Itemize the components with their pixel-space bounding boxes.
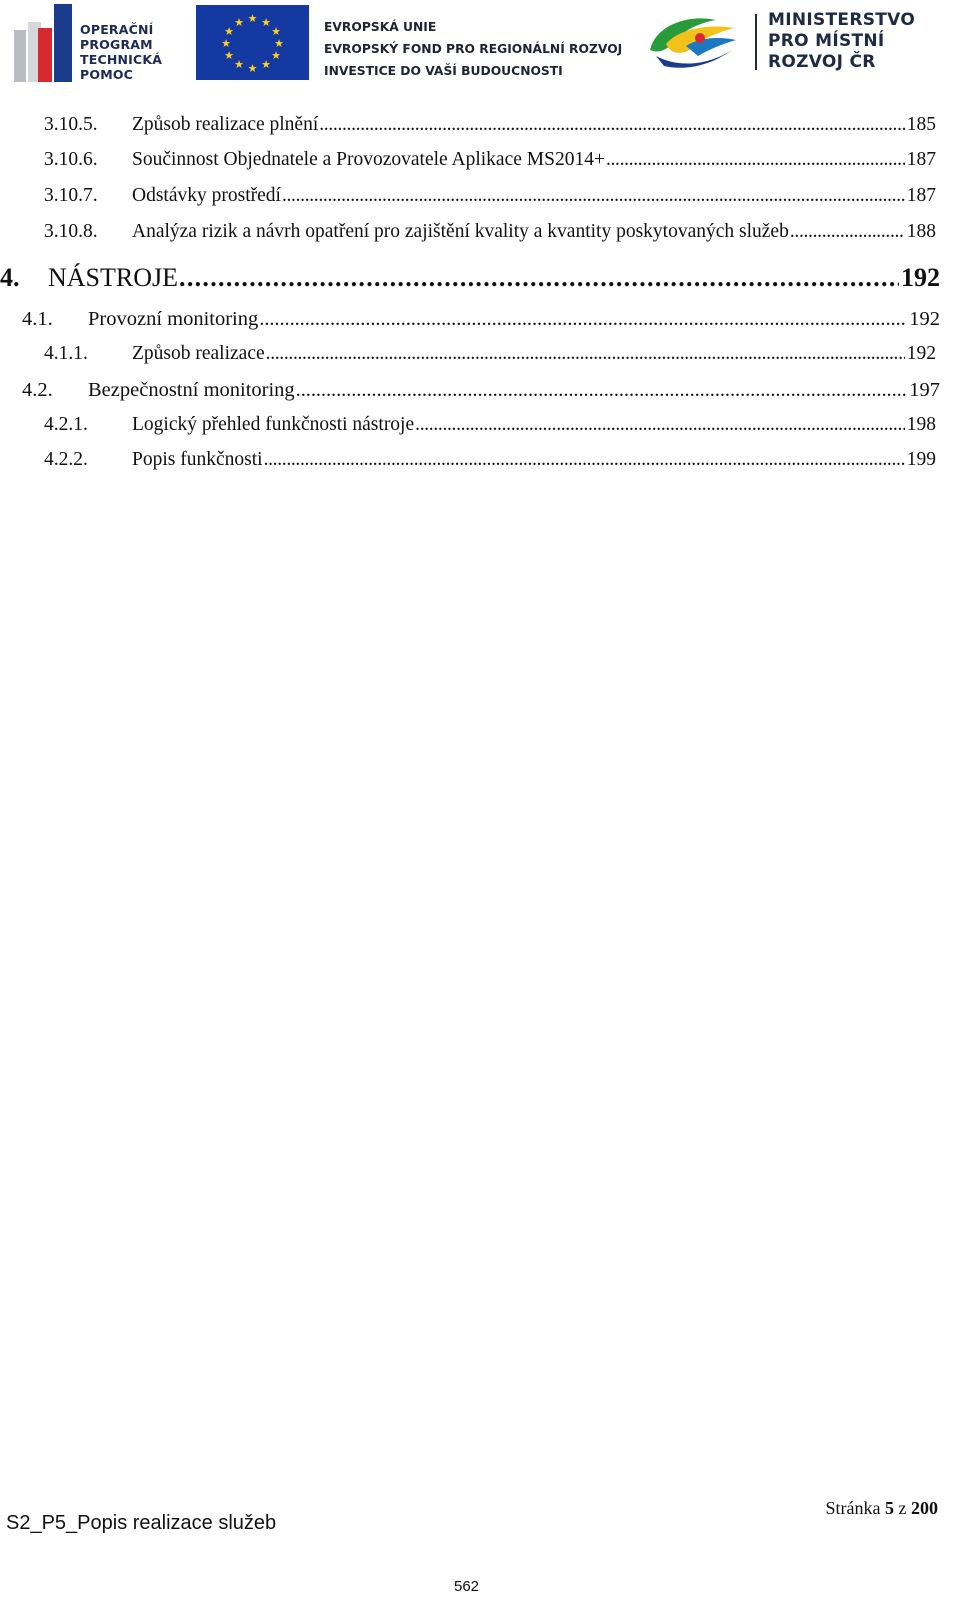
optp-line-2: PROGRAM	[80, 37, 153, 52]
toc-entry-number: 3.10.8.	[44, 221, 98, 242]
eu-fund-text	[324, 16, 622, 82]
mmr-divider	[755, 14, 757, 70]
toc-leader-dots	[606, 149, 905, 171]
eu-flag-icon	[196, 5, 309, 80]
toc-entry[interactable]	[44, 343, 936, 365]
toc-leader-dots	[179, 263, 899, 293]
svg-text:★: ★	[247, 62, 258, 75]
current-page: 5	[885, 1498, 894, 1518]
toc-entry-title: Popis funkčnosti	[132, 449, 263, 470]
svg-text:★: ★	[234, 58, 244, 71]
toc-entry-title: NÁSTROJE	[48, 263, 179, 292]
toc-entry-number: 4.1.1.	[44, 343, 88, 364]
toc-entry-page: 188	[906, 221, 936, 242]
toc-entry-page: 198	[906, 414, 936, 435]
toc-entry-page: 187	[906, 149, 936, 170]
page-separator: z	[898, 1498, 907, 1518]
svg-text:★: ★	[247, 12, 258, 25]
toc-entry-number: 4.2.2.	[44, 449, 88, 470]
toc-leader-dots	[790, 221, 905, 243]
total-pages: 200	[911, 1498, 938, 1518]
toc-entry-section[interactable]	[22, 379, 940, 402]
optp-line-1: OPERAČNÍ	[80, 22, 154, 37]
toc-entry-title: Logický přehled funkčnosti nástroje	[132, 414, 415, 435]
toc-entry-number: 3.10.6.	[44, 149, 98, 170]
bottom-page-number: 562	[454, 1578, 480, 1595]
svg-text:★: ★	[271, 25, 281, 38]
mmr-logo-icon	[646, 10, 742, 72]
optp-line-4: POMOC	[80, 67, 134, 82]
toc-entry[interactable]	[44, 221, 936, 243]
eu-line-1: EVROPSKÁ UNIE	[324, 20, 437, 34]
toc-entry-number: 4.2.	[22, 379, 53, 401]
mmr-line-1: MINISTERSTVO	[768, 10, 916, 30]
page-counter	[826, 1498, 938, 1519]
toc-entry-number: 4.1.	[22, 308, 53, 330]
toc-entry-page: 199	[906, 449, 936, 470]
svg-text:★: ★	[274, 37, 284, 50]
page-header	[0, 0, 960, 90]
mmr-line-2: PRO MÍSTNÍ	[768, 31, 885, 51]
mmr-line-3: ROZVOJ ČR	[768, 52, 876, 72]
svg-text:★: ★	[234, 16, 244, 29]
optp-logo	[14, 4, 164, 82]
toc-entry-number: 4.2.1.	[44, 414, 88, 435]
toc-leader-dots	[259, 308, 907, 331]
eu-line-3: INVESTICE DO VAŠÍ BUDOUCNOSTI	[324, 64, 563, 78]
svg-text:★: ★	[261, 58, 271, 71]
toc-entry-chapter[interactable]	[0, 263, 940, 293]
toc-leader-dots	[282, 185, 905, 207]
svg-text:★: ★	[224, 49, 234, 62]
svg-text:★: ★	[221, 37, 231, 50]
toc-leader-dots	[266, 343, 905, 365]
toc-entry-page: 192	[906, 343, 936, 364]
toc-leader-dots	[319, 114, 905, 136]
toc-entry-section[interactable]	[22, 308, 940, 331]
toc-entry[interactable]	[44, 449, 936, 471]
toc-entry-page: 197	[909, 379, 940, 401]
svg-text:★: ★	[271, 49, 281, 62]
mmr-text	[768, 10, 915, 73]
svg-text:★: ★	[261, 16, 271, 29]
toc-entry-title: Bezpečnostní monitoring	[88, 379, 295, 401]
toc-entry[interactable]	[44, 114, 936, 136]
toc-leader-dots	[415, 414, 905, 436]
toc-entry-title: Způsob realizace plnění	[132, 114, 319, 135]
page-prefix: Stránka	[825, 1498, 881, 1518]
toc-leader-dots	[296, 379, 908, 402]
toc-entry-title: Součinnost Objednatele a Provozovatele Aplikace MS2014+	[132, 149, 605, 170]
toc-entry[interactable]	[44, 185, 936, 207]
toc-entry-title: Způsob realizace	[132, 343, 265, 364]
toc-entry-page: 192	[901, 263, 940, 292]
toc-entry-title: Analýza rizik a návrh opatření pro zajištění kvality a kvantity poskytovaných služeb	[132, 221, 789, 242]
svg-text:★: ★	[224, 25, 234, 38]
toc-entry[interactable]	[44, 149, 936, 171]
toc-entry-number: 4.	[0, 263, 20, 292]
optp-line-3: TECHNICKÁ	[80, 52, 163, 67]
toc-entry-page: 187	[906, 185, 936, 206]
toc-leader-dots	[264, 449, 905, 471]
toc-entry[interactable]	[44, 414, 936, 436]
toc-entry-number: 3.10.5.	[44, 114, 98, 135]
toc-entry-title: Odstávky prostředí	[132, 185, 281, 206]
toc-entry-title: Provozní monitoring	[88, 308, 259, 330]
toc-entry-page: 192	[909, 308, 940, 330]
document-name: S2_P5_Popis realizace služeb	[6, 1512, 277, 1534]
toc-entry-number: 3.10.7.	[44, 185, 98, 206]
eu-line-2: EVROPSKÝ FOND PRO REGIONÁLNÍ ROZVOJ	[324, 42, 623, 56]
toc-entry-page: 185	[906, 114, 936, 135]
